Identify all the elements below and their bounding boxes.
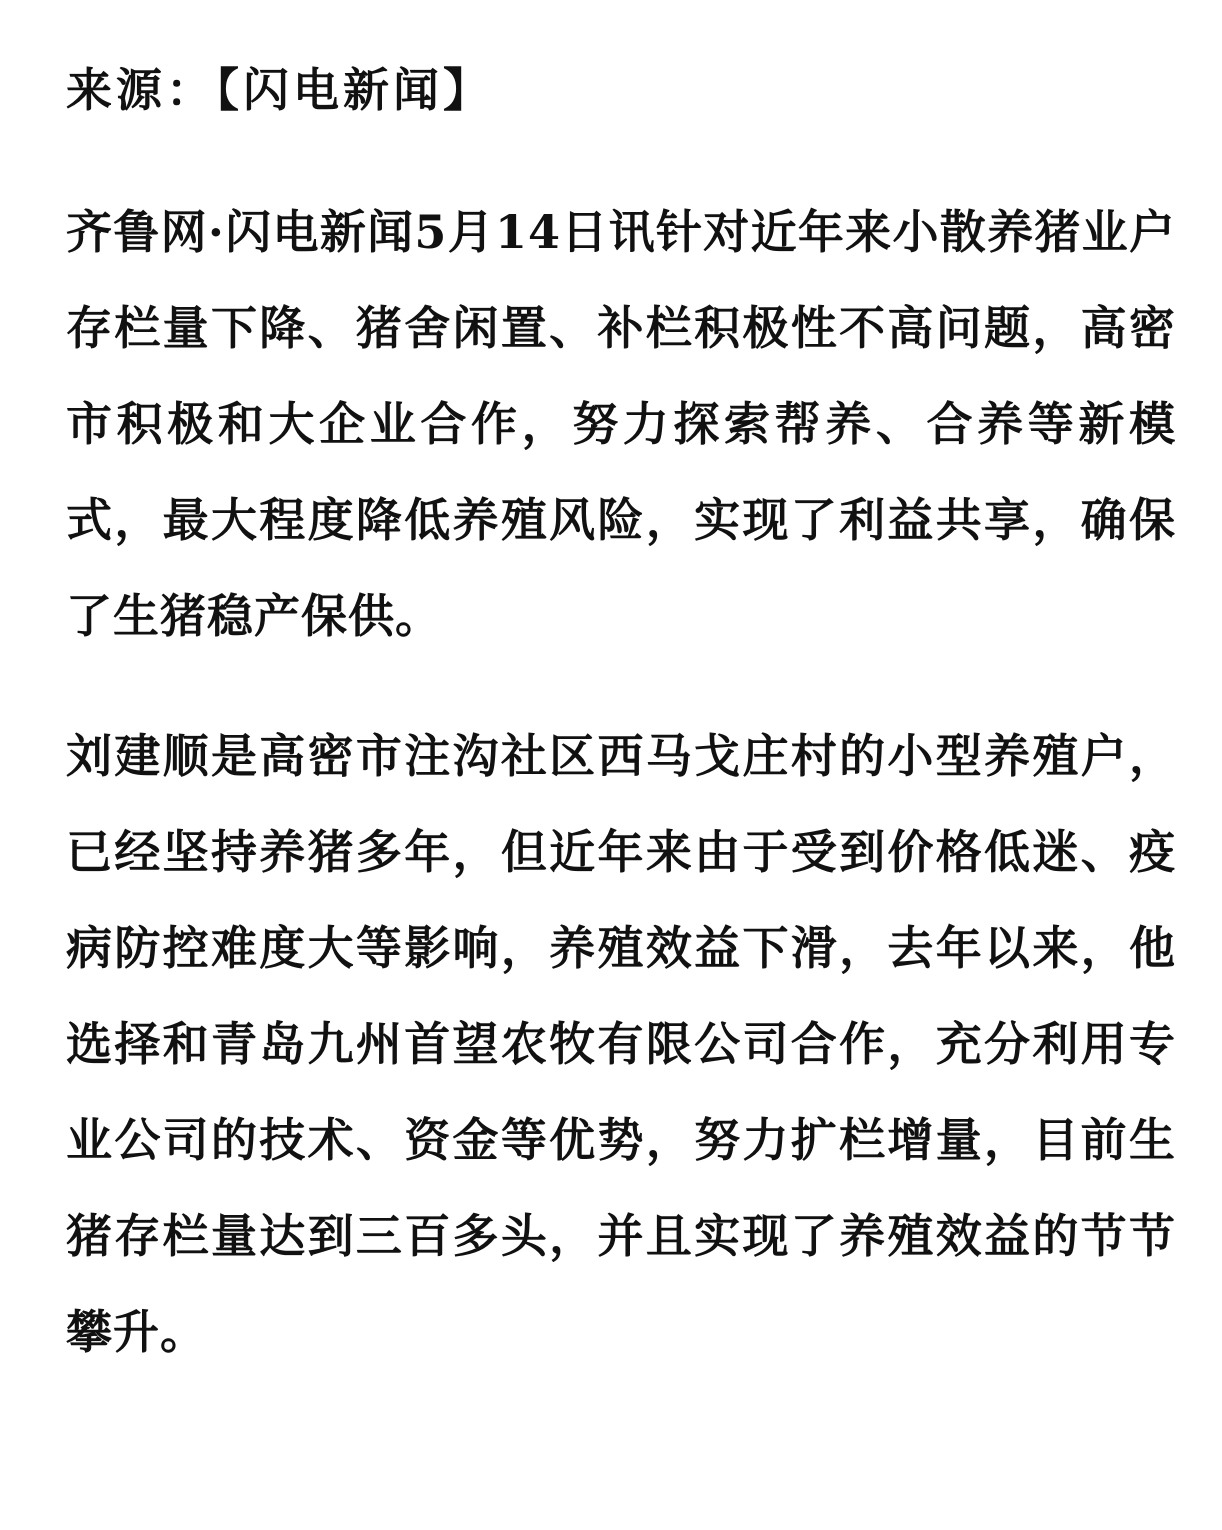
paragraph-intro: 齐鲁网·闪电新闻5月14日讯针对近年来小散养猪业户存栏量下降、猪舍闲置、补栏积极性不高问题，高密市积极和大企业合作，努力探索帮养、合养等新模式，最大程度降低养殖风险，实现了利益共享，确保了生猪稳产保供。: [66, 205, 1176, 643]
source-label: 来源：: [66, 63, 216, 117]
source-name: 【闪电新闻】: [216, 63, 493, 117]
article-body: [66, 44, 1176, 1424]
paragraph-detail: 刘建顺是高密市注沟社区西马戈庄村的小型养殖户，已经坚持养猪多年，但近年来由于受到价格低迷、疫病防控难度大等影响，养殖效益下滑，去年以来，他选择和青岛九州首望农牧有限公司合作，充分利用专业公司的技术、资金等优势，努力扩栏增量，目前生猪存栏量达到三百多头，并且实现了养殖效益的节节攀升。: [66, 729, 1176, 1359]
source-line: [66, 44, 1176, 136]
